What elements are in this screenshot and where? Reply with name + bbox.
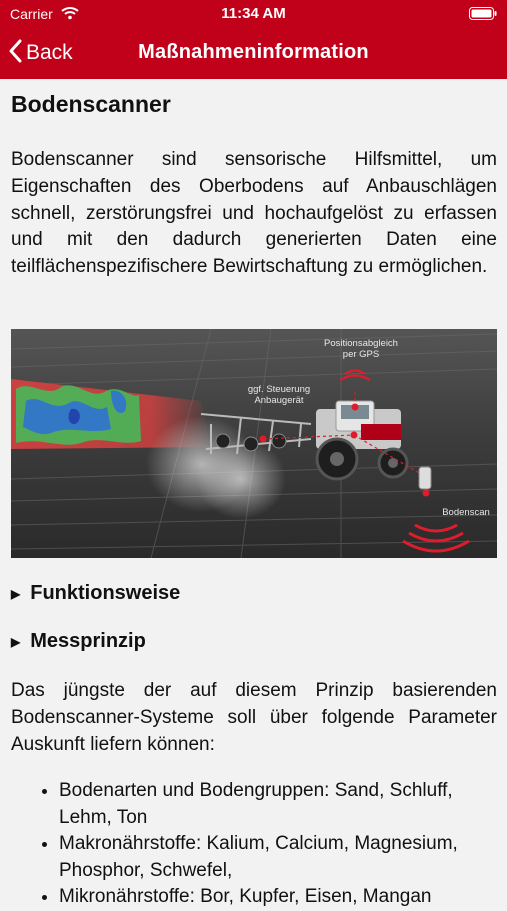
parameter-list bbox=[11, 778, 497, 911]
battery-icon bbox=[469, 7, 497, 25]
section-funktionsweise[interactable] bbox=[11, 582, 180, 605]
section-messprinzip-label: Messprinzip bbox=[30, 630, 146, 652]
disclosure-triangle-icon: ▶ bbox=[11, 634, 21, 649]
back-label: Back bbox=[26, 41, 73, 64]
section-messprinzip[interactable] bbox=[11, 630, 146, 653]
list-item: • Bodenarten und Bodengruppen: Sand, Schluff, Lehm, Ton bbox=[59, 778, 497, 831]
list-item: • Mikronährstoffe: Bor, Kupfer, Eisen, Mangan bbox=[59, 884, 497, 911]
nav-title: Maßnahmeninformation bbox=[138, 41, 369, 63]
navigation-bar bbox=[0, 28, 507, 79]
disclosure-triangle-icon: ▶ bbox=[11, 586, 21, 601]
intro-paragraph: Bodenscanner sind sensorische Hilfsmittel, um Eigenschaften des Oberbodens auf Anbauschlägen schnell, zerstörungsfrei und hochaufgelöst zu erfassen und mit den dadurch generierten Daten eine teilflächenspezifischere Bewirtschaftung zu ermöglichen. bbox=[11, 149, 497, 278]
figure-label-steuerung: ggf. Steuerung Anbaugerät bbox=[247, 384, 311, 406]
carrier-label: Carrier bbox=[10, 6, 53, 22]
status-time: 11:34 AM bbox=[221, 5, 286, 22]
systems-paragraph: Das jüngste der auf diesem Prinzip basierenden Bodenscanner-Systeme soll über folgende Parameter Auskunft liefern können: bbox=[11, 680, 497, 755]
figure-label-bodenscan: Bodenscan bbox=[442, 507, 490, 518]
page-title: Bodenscanner bbox=[11, 91, 171, 117]
section-funktionsweise-label: Funktionsweise bbox=[30, 582, 181, 604]
status-bar bbox=[0, 0, 507, 28]
list-item: • Makronährstoffe: Kalium, Calcium, Magnesium, Phosphor, Schwefel, bbox=[59, 831, 497, 884]
bodenscanner-illustration bbox=[11, 329, 497, 558]
figure-label-gps: Positionsabgleich per GPS bbox=[324, 338, 398, 360]
